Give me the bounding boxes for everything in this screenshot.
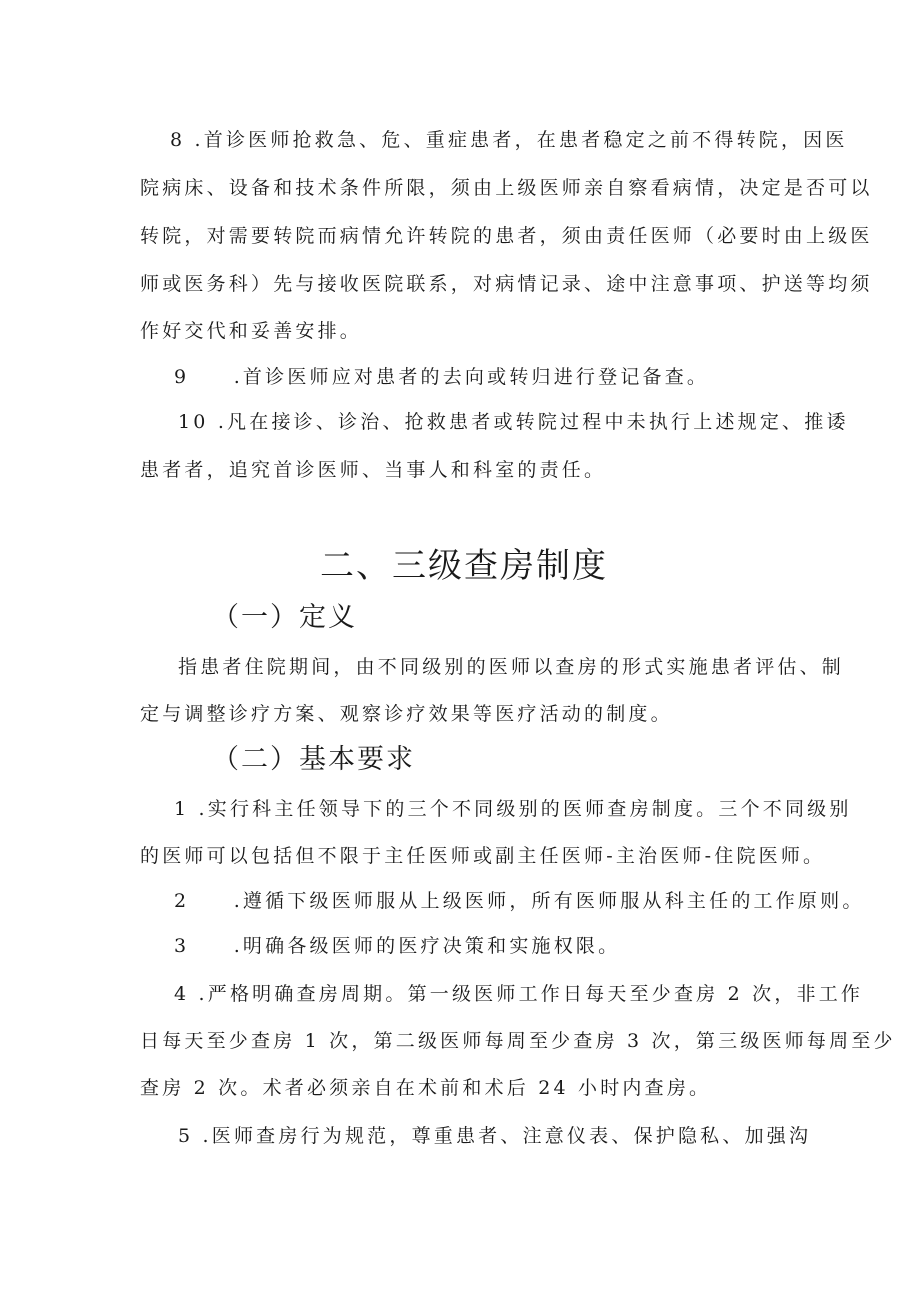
item10-line-2: 患者者，追究首诊医师、当事人和科室的责任。 — [140, 459, 607, 481]
item8-line-2: 院病床、设备和技术条件所限，须由上级医师亲自察看病情，决定是否可以 — [140, 177, 873, 199]
item9-line-1: 9 .首诊医师应对患者的去向或转归进行登记备查。 — [174, 366, 710, 388]
req-item5-line-1: 5 .医师查房行为规范，尊重患者、注意仪表、保护隐私、加强沟 — [178, 1125, 812, 1147]
definition-line-1: 指患者住院期间，由不同级别的医师以查房的形式实施患者评估、制 — [178, 656, 845, 678]
section-title: 二、三级查房制度 — [320, 546, 608, 586]
req-item4-line-1: 4 .严格明确查房周期。第一级医师工作日每天至少查房 2 次，非工作 — [174, 983, 864, 1005]
definition-heading: （一）定义 — [212, 602, 357, 633]
definition-line-2: 定与调整诊疗方案、观察诊疗效果等医疗活动的制度。 — [140, 703, 673, 725]
req-item2-line-1: 2 .遵循下级医师服从上级医师，所有医师服从科主任的工作原则。 — [174, 890, 865, 912]
req-item4-line-2: 日每天至少查房 1 次，第二级医师每周至少查房 3 次，第三级医师每周至少 — [140, 1030, 896, 1052]
item10-line-1: 10 .凡在接诊、诊治、抢救患者或转院过程中未执行上述规定、推诿 — [178, 411, 849, 433]
item8-line-4: 师或医务科）先与接收医院联系，对病情记录、途中注意事项、护送等均须 — [140, 273, 873, 295]
req-item1-line-2: 的医师可以包括但不限于主任医师或副主任医师-主治医师-住院医师。 — [140, 845, 826, 867]
requirements-heading: （二）基本要求 — [212, 744, 415, 775]
req-item1-line-1: 1 .实行科主任领导下的三个不同级别的医师查房制度。三个不同级别 — [174, 798, 852, 820]
item8-line-3: 转院，对需要转院而病情允许转院的患者，须由责任医师（必要时由上级医 — [140, 225, 873, 247]
item8-line-1: 8 .首诊医师抢救急、危、重症患者，在患者稳定之前不得转院，因医 — [170, 129, 848, 151]
req-item4-line-3: 查房 2 次。术者必须亲自在术前和术后 24 小时内查房。 — [140, 1077, 712, 1099]
item8-line-5: 作好交代和妥善安排。 — [140, 320, 363, 342]
req-item3-line-1: 3 .明确各级医师的医疗决策和实施权限。 — [174, 935, 621, 957]
